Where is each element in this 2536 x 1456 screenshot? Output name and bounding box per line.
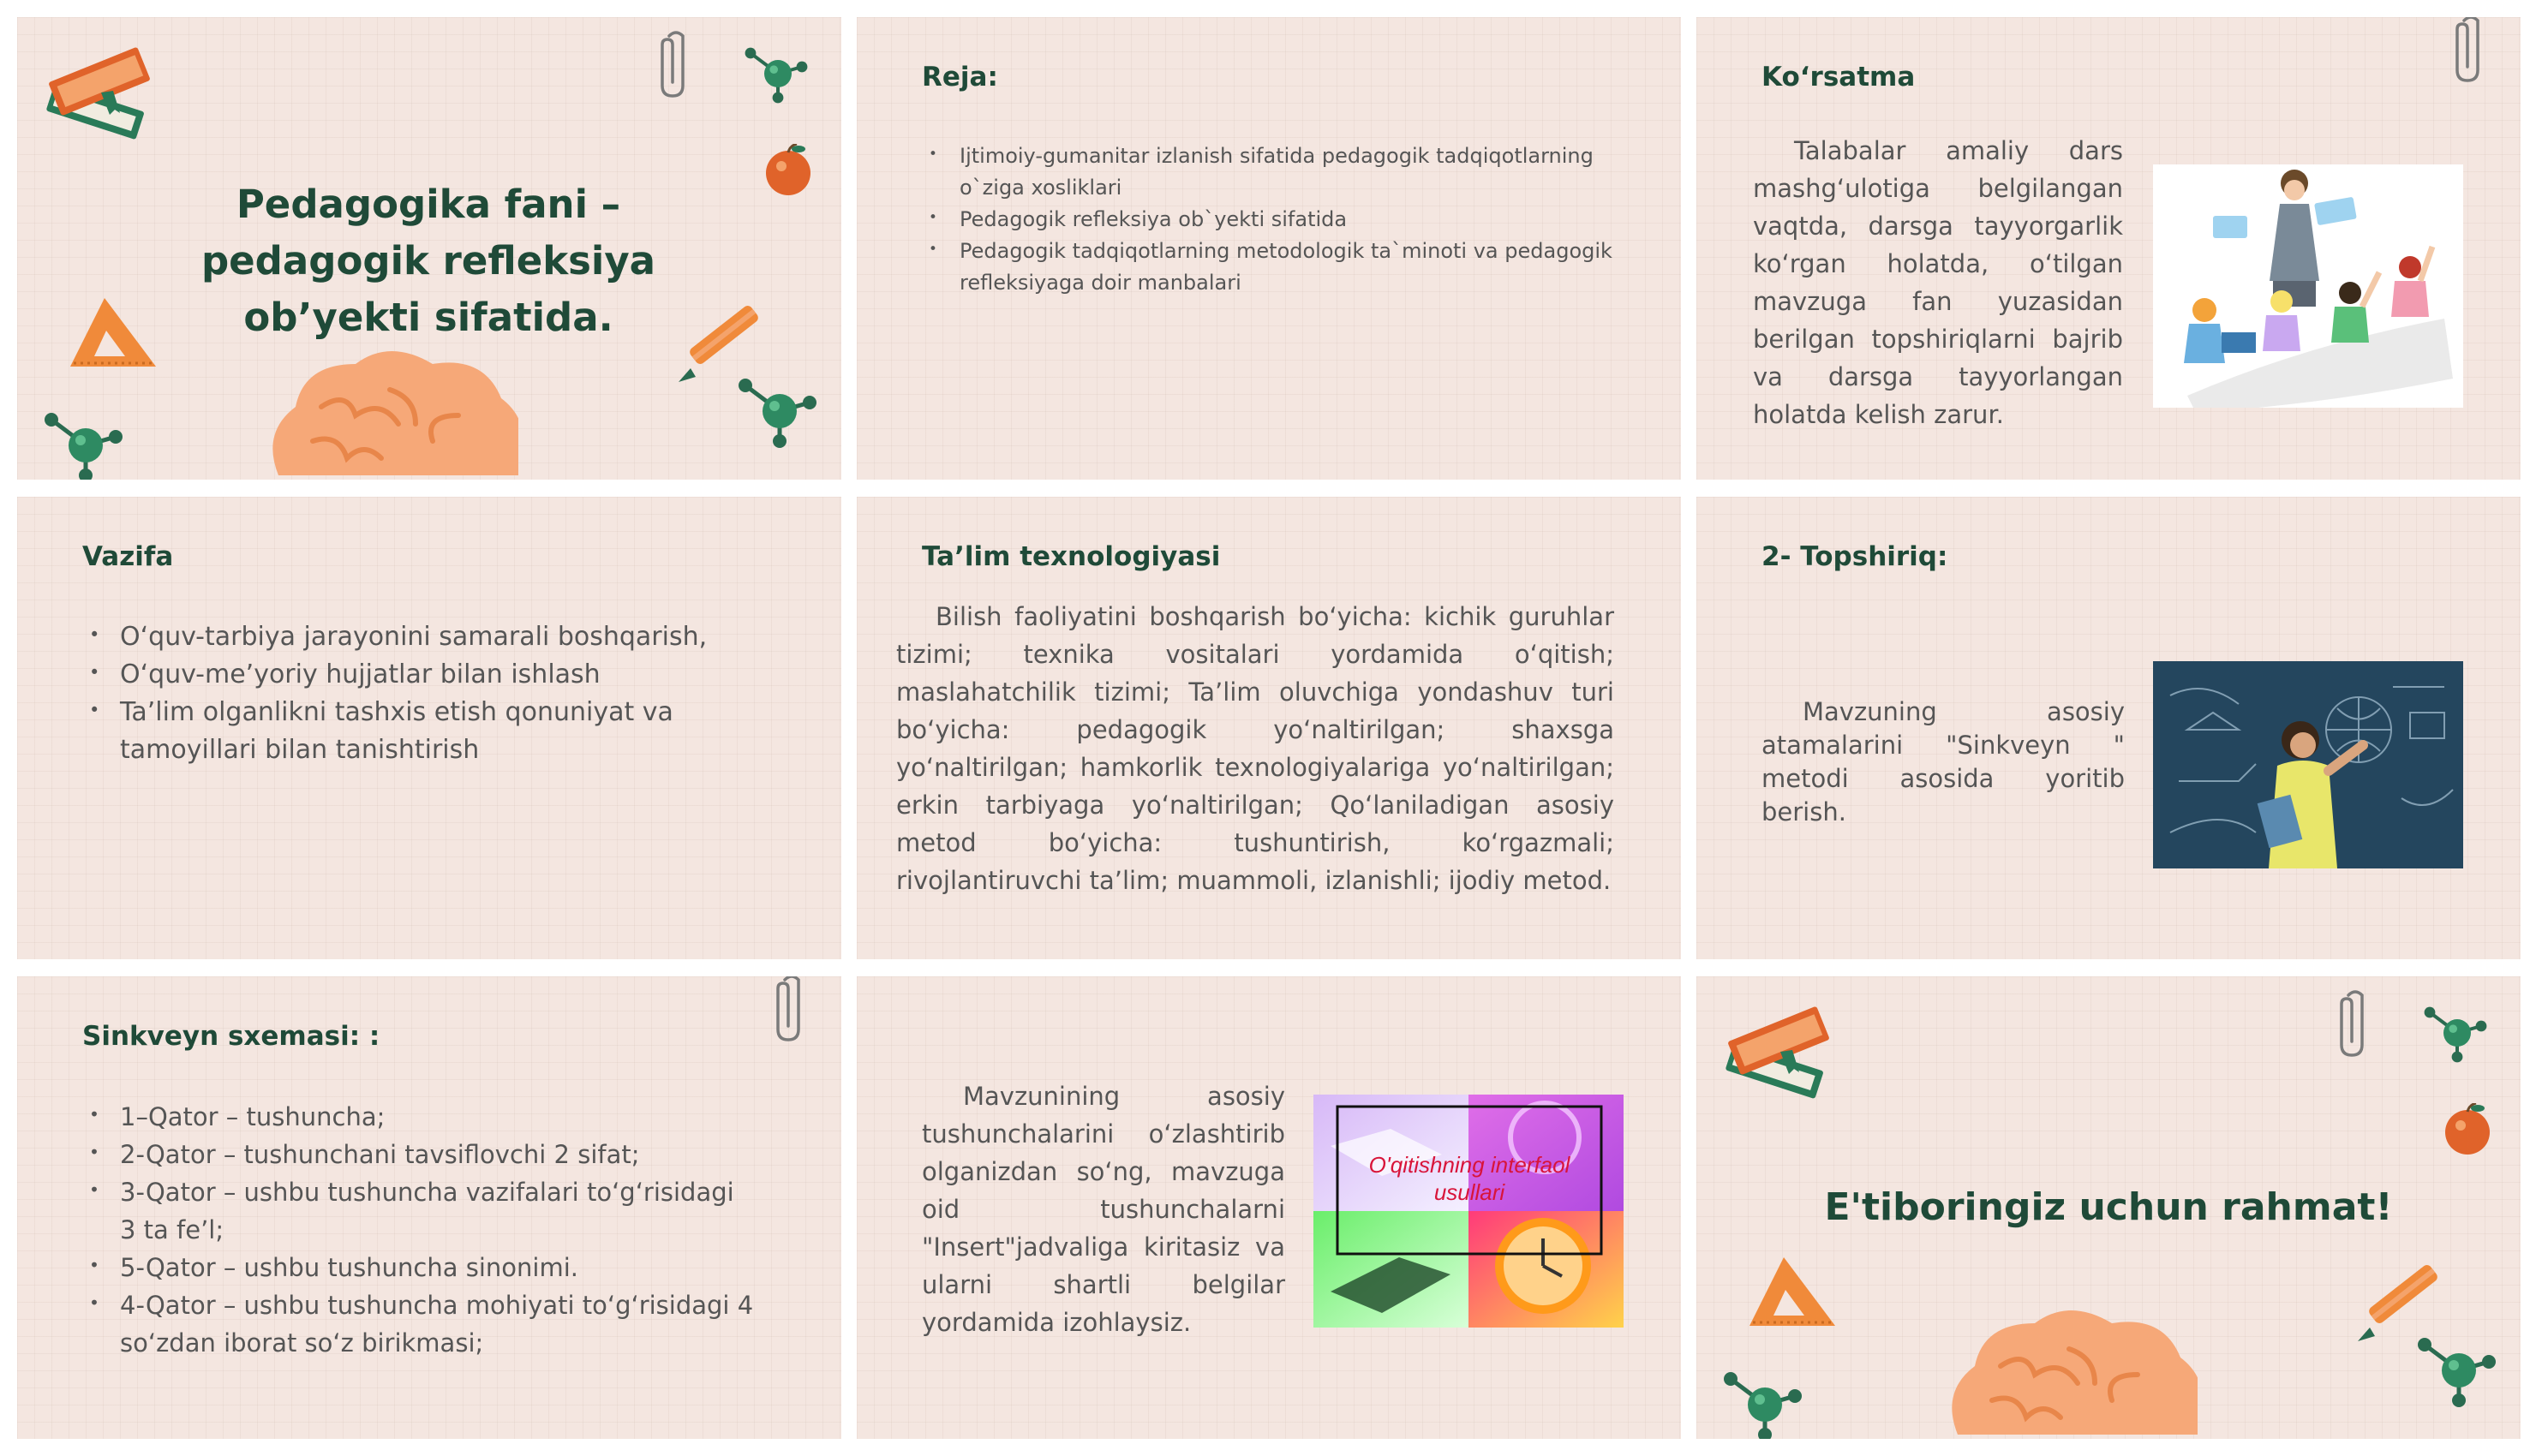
slide-heading: Sinkveyn sxemasi: :	[82, 1021, 380, 1052]
book-stack-icon	[1720, 1002, 1832, 1105]
classroom-illustration	[2153, 164, 2463, 408]
paperclip-icon	[655, 29, 698, 101]
molecule-icon	[1714, 1353, 1816, 1439]
thanks-text: E'tiboringiz uchun rahmat!	[1824, 1185, 2393, 1229]
paperclip-icon	[2450, 17, 2493, 86]
technology-text: Bilish faoliyatini boshqarish bo‘yicha: kichik guruhlar tizimi; texnika vositalari yordamida o‘qitish; maslahatchilik tizimi; Ta’lim oluvchiga yondashuv turi bo‘yicha: pedagogik yo‘naltirilgan; shaxsga yo‘naltirilgan; hamkorlik texnologiyalariga yo‘naltirilgan; erkin tarbiyaga yo‘naltirilgan; Qo‘laniladigan asosiy metod bo‘yicha: tushuntirish, ko‘rgazmali; rivojlantiruvchi ta’lim; muammoli, izlanishli; ijodiy metod.	[896, 602, 1614, 895]
slide-title	[17, 17, 841, 480]
slide-talim-texnologiyasi	[857, 497, 1681, 959]
slide-reja	[857, 17, 1681, 480]
apple-icon	[763, 144, 817, 199]
ruler-triangle-icon	[1741, 1249, 1845, 1334]
sinkveyn-list	[89, 1098, 757, 1362]
book-stack-icon	[41, 43, 153, 146]
interactive-methods-image	[1313, 1095, 1624, 1328]
brain-icon	[261, 347, 518, 480]
slide-heading: Vazifa	[82, 541, 174, 572]
molecule-icon	[2416, 992, 2502, 1077]
molecule-icon	[34, 394, 137, 480]
list-item: • 2-Qator – tushunchani tavsiflovchi 2 sifat;	[89, 1136, 757, 1173]
slide-title-text: Pedagogika fani – pedagogik refleksiya ob’yekti sifatida.	[200, 182, 656, 340]
list-item: • Pedagogik refleksiya ob`yekti sifatida	[929, 204, 1631, 236]
list-item: • 4-Qator – ushbu tushuncha mohiyati to‘g‘risidagi 4 so‘zdan iborat so‘z birikmasi;	[89, 1286, 757, 1362]
slide-heading: Ta’lim texnologiyasi	[922, 541, 1221, 572]
list-item: • 3-Qator – ushbu tushuncha vazifalari to‘g‘risidagi 3 ta fe’l;	[89, 1173, 757, 1249]
paperclip-icon	[2335, 988, 2378, 1060]
list-item: • 1–Qator – tushuncha;	[89, 1098, 757, 1136]
slide-heading: 2- Topshiriq:	[1761, 541, 1948, 572]
image-caption: O'qitishning interfaol usullari	[1368, 1152, 1570, 1205]
apple-icon	[2442, 1103, 2497, 1158]
slide-sinkveyn	[17, 976, 841, 1439]
list-item: • Pedagogik tadqiqotlarning metodologik ta`minoti va pedagogik refleksiyaga doir manbalari	[929, 236, 1631, 299]
molecule-icon	[2407, 1319, 2510, 1422]
list-item: • Ta’lim olganlikni tashxis etish qonuniyat va tamoyillari bilan tanishtirish	[89, 694, 757, 769]
task-text: Mavzuning asosiy atamalarini "Sinkveyn " metodi asosida yoritib berish.	[1761, 697, 2125, 826]
molecule-icon	[728, 360, 831, 462]
brain-icon	[1941, 1306, 2198, 1439]
insert-text: Mavzunining asosiy tushunchalarini o‘zlashtirib olganizdan so‘ng, mavzuga oid tushunchalarni "Insert"jadvaliga kiritasiz va ularni shartli belgilar yordamida izohlaysiz.	[922, 1082, 1285, 1337]
paperclip-icon	[771, 976, 814, 1045]
plan-list	[929, 140, 1631, 299]
slide-thanks	[1696, 976, 2521, 1439]
slide-insert	[857, 976, 1681, 1439]
task-list	[89, 618, 757, 769]
teacher-blackboard-image	[2153, 661, 2463, 868]
slide-heading: Reja:	[922, 62, 998, 92]
slide-heading: Ko‘rsatma	[1761, 62, 1916, 92]
slide-korsatma	[1696, 17, 2521, 480]
slide-vazifa	[17, 497, 841, 959]
list-item: • O‘quv-me’yoriy hujjatlar bilan ishlash	[89, 656, 757, 694]
list-item: • 5-Qator – ushbu tushuncha sinonimi.	[89, 1249, 757, 1286]
list-item: • O‘quv-tarbiya jarayonini samarali boshqarish,	[89, 618, 757, 656]
list-item: • Ijtimoiy-gumanitar izlanish sifatida pedagogik tadqiqotlarning o`ziga xosliklari	[929, 140, 1631, 204]
molecule-icon	[737, 33, 822, 118]
instruction-text: Talabalar amaliy dars mashg‘ulotiga belgilangan vaqtda, darsga tayyorgarlik ko‘rgan holatda, o‘tilgan mavzuga fan yuzasidan berilgan topshiriqlarni bajrib va darsga tayyorlangan holatda kelish zarur.	[1753, 136, 2123, 429]
slide-topshiriq	[1696, 497, 2521, 959]
